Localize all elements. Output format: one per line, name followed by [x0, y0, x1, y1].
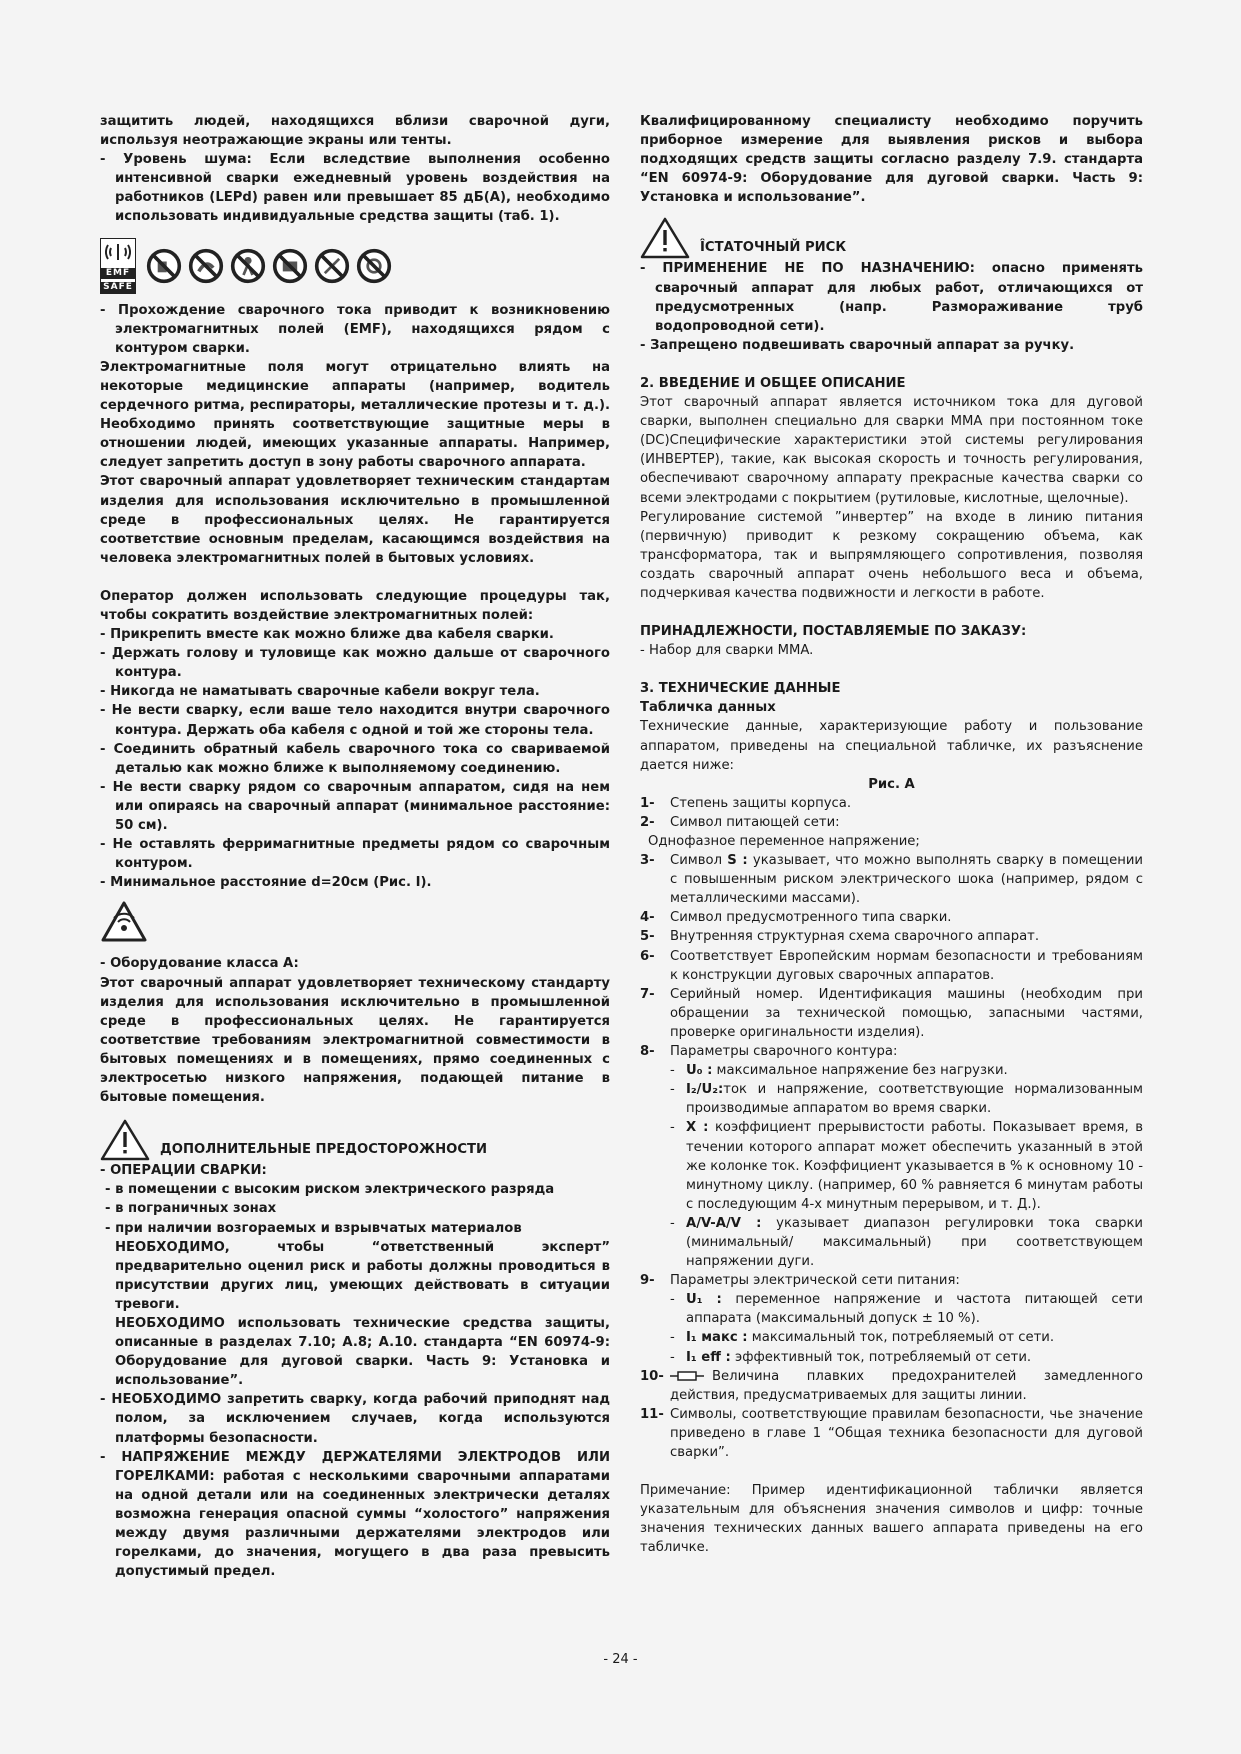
param-av: - A/V-A/V : указывает диапазон регулировки тока сварки (минимальный/ максимальный) при соответствующем напряжении дуги. [670, 1215, 1143, 1270]
param-u1: - U₁ : переменное напряжение и частота питающей сети аппарата (максимальный допуск ± 10 %). [670, 1292, 1143, 1327]
list-item: 1- Степень защиты корпуса. [640, 795, 852, 811]
list-item: - ПРИМЕНЕНИЕ НЕ ПО НАЗНАЧЕНИЮ: опасно применять сварочный аппарат для любых работ, отличающихся от предусмотренных (напр. Размораживание труб водопроводной сети). [640, 261, 1143, 334]
page-number: - 24 - [603, 1652, 638, 1667]
paragraph: защитить людей, находящихся вблизи сварочной дуги, используя неотражающие экраны или тенты. [100, 114, 610, 149]
no-implant-icon [188, 248, 224, 284]
param-x: - X : коэффициент прерывистости работы. Показывает время, в течении которого аппарат может обеспечить указанный в этой же колонке ток. Коэффициент указывается в % к основному 10 - минутному циклу. (например, 60 % равняется 6 минутам работы с последующим 4-х минутным перерывом, и т. Д.). [670, 1120, 1143, 1212]
no-watch-icon [272, 248, 308, 284]
list-item: - в помещении с высоким риском электрического разряда [105, 1182, 555, 1198]
list-item: - Держать голову и туловище как можно дальше от сварочного контура. [100, 646, 610, 681]
paragraph: Этот сварочный аппарат удовлетворяет техническим стандартам изделия для использования исключительно в промышленной среде в профессиональных целях. Не гарантируется соответствие основным пределам, касающимся воздействия на человека электромагнитных полей в бытовых условиях. [100, 474, 610, 566]
safe-label: SAFE [101, 282, 135, 293]
list-item: - Не вести сварку рядом со сварочным аппаратом, сидя на нем или опираясь на сварочный аппарат (минимальное расстояние: 50 см). [100, 779, 610, 833]
list-item: - Никогда не наматывать сварочные кабели вокруг тела. [100, 684, 540, 700]
section-heading: 3. ТЕХНИЧЕСКИЕ ДАННЫЕ [640, 681, 841, 697]
list-item: - Соединить обратный кабель сварочного тока со свариваемой деталью как можно ближе к выполняемому соединению. [100, 741, 610, 776]
subheading: Табличка данных [640, 700, 776, 716]
list-item: Однофазное переменное напряжение; [648, 834, 920, 849]
no-pacemaker-icon [146, 248, 182, 284]
precautions-header [100, 1119, 610, 1161]
section-heading: ДОПОЛНИТЕЛЬНЫЕ ПРЕДОСТОРОЖНОСТИ [160, 1142, 488, 1158]
list-item: - в пограничных зонах [105, 1201, 277, 1217]
list-item: 5- Внутренняя структурная схема сварочного аппарат. [640, 929, 1040, 945]
paragraph: Этот сварочный аппарат является источником тока для дуговой сварки, выполнен специально для сварки MMA при постоянном токе (DC)Специфические характеристики этой системы регулирования (ИНВЕРТЕР), такие, как высокая скорость и точность регулирования, обеспечивают сварочному аппарату прекрасные качества сварки со всеми электродами с покрытием (рутиловые, кислотные, щелочные). [640, 395, 1143, 506]
list-item: 11- Символы, соответствующие правилам безопасности, чье значение приведено в главе 1 “Общая техника безопасности для дуговой сварки”. [640, 1406, 1143, 1460]
list-item: - при наличии возгораемых и взрывчатых материалов [105, 1220, 522, 1236]
section-heading: ÎСТАТОЧНЫЙ РИСК [700, 240, 847, 256]
list-item: - Прикрепить вместе как можно ближе два кабеля сварки. [100, 627, 554, 643]
emf-label: EMF [101, 268, 135, 279]
list-item: - Набор для сварки MMA. [640, 643, 814, 659]
section-heading: ПРИНАДЛЕЖНОСТИ, ПОСТАВЛЯЕМЫЕ ПО ЗАКАЗУ: [640, 624, 1027, 640]
right-column [640, 112, 1143, 1557]
paragraph: Технические данные, характеризующие работу и пользование аппаратом, приведены на специальной табличке, их разъяснение дается ниже: [640, 719, 1143, 773]
warning-icon [640, 217, 690, 259]
radiation-warning-icon [100, 900, 148, 944]
emf-safe-icon [100, 238, 136, 294]
paragraph: Оператор должен использовать следующие процедуры так, чтобы сократить воздействие электромагнитных полей: [100, 588, 610, 623]
fuse-icon [670, 1370, 704, 1382]
list-item: 2- Символ питающей сети: [640, 814, 840, 830]
list-item: 8- Параметры сварочного контура: [640, 1044, 898, 1060]
paragraph: Электромагнитные поля могут отрицательно влиять на некоторые медицинские аппараты (например, водитель сердечного ритма, респираторы, металлические протезы и т. д.). Необходимо принять соответствующие защитные меры в отношении людей, имеющих указанные аппараты. Например, следует запретить доступ в зону работы сварочного аппарата. [100, 359, 610, 471]
param-u0: - U₀ : максимальное напряжение без нагрузки. [670, 1063, 1008, 1079]
paragraph: - НАПРЯЖЕНИЕ МЕЖДУ ДЕРЖАТЕЛЯМИ ЭЛЕКТРОДОВ ИЛИ ГОРЕЛКАМИ: работая с несколькими сварочными аппаратами на одной детали или на соединенных электрически деталях возможна генерация опасной суммы “холостого” напряжения между двумя различными держателями электродов или горелками, до значения, могущего в два раза превысить допустимый предел. [100, 1449, 610, 1580]
warning-icon [100, 1119, 150, 1161]
figure-label: Рис. A [868, 776, 915, 792]
paragraph: Квалифицированному специалисту необходимо поручить приборное измерение для выявления рисков и выбора подходящих средств защиты согласно разделу 7.9. стандарта “EN 60974-9: Оборудование для дуговой сварки. Часть 9: Установка и использование”. [640, 114, 1143, 206]
paragraph: - НЕОБХОДИМО запретить сварку, когда рабочий приподнят над полом, за исключением случаев, когда используются платформы безопасности. [100, 1392, 610, 1446]
noise-level-paragraph: - Уровень шума: Если вследствие выполнения особенно интенсивной сварки ежедневный уровень воздействия на работников (LEPd) равен или превышает 85 дБ(A), необходимо использовать индивидуальные средства защиты (таб. 1). [100, 152, 610, 225]
no-credit-card-icon [356, 248, 392, 284]
list-item: 9- Параметры электрической сети питания: [640, 1273, 960, 1289]
safety-icons-row [100, 237, 610, 295]
param-i1eff: - I₁ eff : эффективный ток, потребляемый от сети. [670, 1349, 1032, 1365]
paragraph: Регулирование системой ”инвертер” на входе в линию питания (первичную) приводит к резкому сокращению объема, как трансформатора, так и выпрямляющего сопротивления, позволяя создать сварочный аппарат очень небольшого веса и объема, подчеркивая качества подвижности и легкости в работе. [640, 509, 1143, 601]
left-column [100, 112, 610, 1581]
paragraph: НЕОБХОДИМО использовать технические средства защиты, описанные в разделах 7.10; A.8; A.10. стандарта “EN 60974-9: Оборудование для дуговой сварки. Часть 9: Установка и использование”. [115, 1315, 610, 1389]
param-i2u2: - I₂/U₂:ток и напряжение, соответствующие нормализованным производимые аппаратом во время сварки. [670, 1082, 1143, 1117]
list-item: - Не вести сварку, если ваше тело находится внутри сварочного контура. Держать оба кабеля с одной и той же стороны тела. [100, 703, 610, 738]
mains-params [640, 1290, 1143, 1366]
paragraph: - Оборудование класса A: [100, 956, 299, 972]
no-tools-icon [314, 248, 350, 284]
list-item: 6- Соответствует Европейским нормам безопасности и требованиям к конструкции дуговых сварочных аппаратов. [640, 948, 1143, 983]
list-item: - Минимальное расстояние d=20см (Рис. I). [100, 875, 432, 891]
param-i1max: - I₁ макс : максимальный ток, потребляемый от сети. [670, 1330, 1055, 1346]
no-metal-prosthesis-icon [230, 248, 266, 284]
risk-header [640, 217, 1143, 259]
emf-paragraph: - Прохождение сварочного тока приводит к возникновению электромагнитных полей (EMF), находящихся рядом с контуром сварки. [100, 302, 610, 356]
welding-params [640, 1061, 1143, 1271]
list-item: 3- Символ S : указывает, что можно выполнять сварку в помещении с повышенным риском электрического шока (например, рядом с металлическими массами). [640, 853, 1143, 907]
paragraph: - ОПЕРАЦИИ СВАРКИ: [100, 1163, 267, 1179]
section-heading: 2. ВВЕДЕНИЕ И ОБЩЕЕ ОПИСАНИЕ [640, 375, 906, 391]
list-item: 10- Величина плавких предохранителей замедленного действия, предусматриваемых для защиты линии. [640, 1368, 1143, 1403]
note-paragraph: Примечание: Пример идентификационной таблички является указательным для объяснения значения символов и цифр: точные значения технических данных вашего аппарата приведены на его табличке. [640, 1483, 1143, 1556]
paragraph: НЕОБХОДИМО, чтобы “ответственный эксперт” предварительно оценил риск и работы должны проводиться в присутствии других лиц, умеющих действовать в ситуации тревоги. [115, 1239, 610, 1312]
paragraph: Этот сварочный аппарат удовлетворяет техническому стандарту изделия для использования исключительно в промышленной среде в профессиональных целях. Не гарантируется соответствие требованиям электромагнитной совместимости в бытовых помещениях и в помещениях, прямо соединенных с электросетью низкого напряжения, подающей питание в бытовые помещения. [100, 975, 610, 1106]
list-item: - Не оставлять ферримагнитные предметы рядом со сварочным контуром. [100, 837, 610, 872]
list-item: - Запрещено подвешивать сварочный аппарат за ручку. [640, 337, 1075, 353]
list-item: 7- Серийный номер. Идентификация машины (необходим при обращении за технической помощью, запасными частями, проверке оригинальности изделия). [640, 986, 1143, 1040]
list-item: 4- Символ предусмотренного типа сварки. [640, 910, 952, 926]
